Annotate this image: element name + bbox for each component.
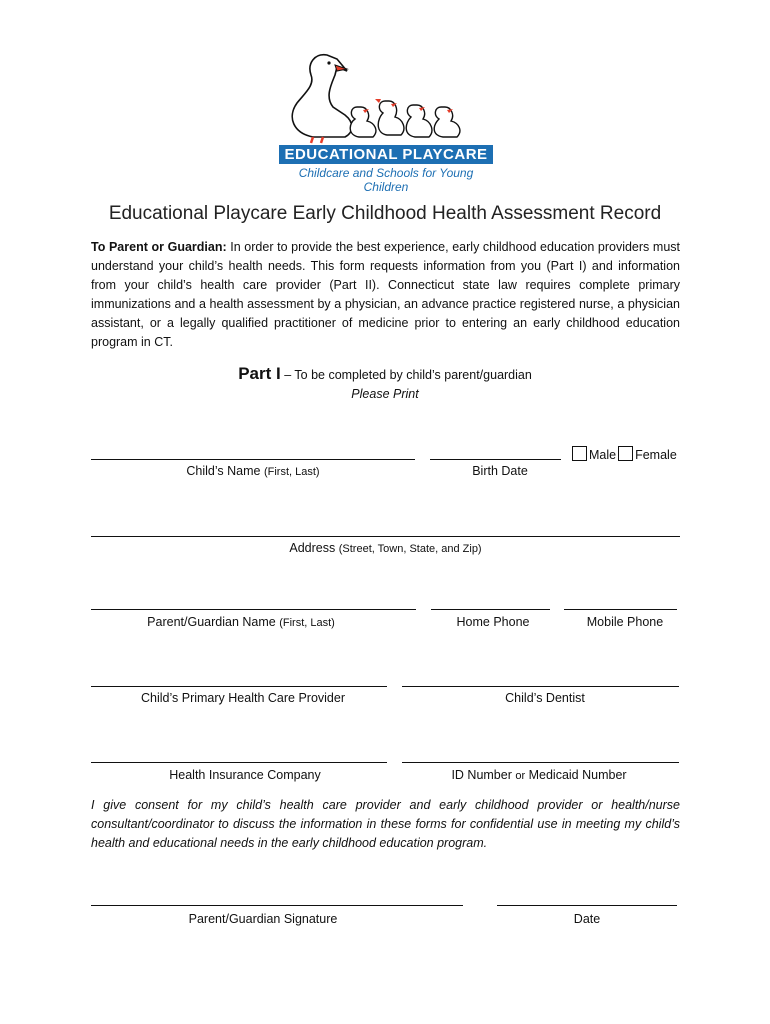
address-field[interactable] [91, 536, 680, 537]
id-number-label [402, 768, 676, 782]
male-label: Male [589, 448, 617, 462]
female-checkbox[interactable] [618, 446, 633, 461]
dentist-label: Child’s Dentist [505, 691, 585, 705]
parent-name-field[interactable] [91, 609, 416, 610]
date-label: Date [573, 912, 601, 926]
female-label: Female [635, 448, 677, 462]
parent-name-label-text: Parent/Guardian Name [147, 615, 276, 629]
address-label [91, 541, 680, 555]
insurance-label: Health Insurance Company [169, 768, 321, 782]
provider-field[interactable] [91, 686, 387, 687]
parent-name-hint: (First, Last) [279, 617, 335, 629]
signature-field[interactable] [91, 905, 463, 906]
medicaid-label-text: Medicaid Number [525, 768, 627, 782]
gender-options [572, 446, 677, 462]
insurance-field[interactable] [91, 762, 387, 763]
part-subtitle: – To be completed by child’s parent/guardian [280, 368, 532, 382]
logo-wordmark: EDUCATIONAL PLAYCARE [279, 145, 493, 164]
parent-name-label [91, 615, 391, 629]
date-field[interactable] [497, 905, 677, 906]
home-phone-field[interactable] [431, 609, 550, 610]
intro-text: In order to provide the best experience, early childhood education providers must understand your child’s health needs. This form requests information from you (Part I) and information from your child’s health care provider (Part II). Connecticut state law requires complete primary immunizations and a health assessment by a physician, an advance practice registered nurse, a physician assistant, or a legally qualified practitioner of medicine prior to entering an early childhood education program in CT. [91, 240, 681, 349]
male-checkbox[interactable] [572, 446, 587, 461]
child-name-label [91, 464, 415, 478]
mobile-phone-label: Mobile Phone [586, 615, 664, 629]
birth-date-label: Birth Date [472, 464, 528, 478]
logo [275, 45, 500, 194]
id-number-label-text: ID Number [451, 768, 516, 782]
signature-label: Parent/Guardian Signature [188, 912, 338, 926]
birth-date-field[interactable] [430, 459, 561, 460]
logo-tagline: Childcare and Schools for Young Children [298, 166, 474, 194]
consent-statement: I give consent for my child’s health care provider and early childhood provider or health/nurse consultant/coordinator to discuss the information in these forms for confidential use in meeting my child’s health and educational needs in the early childhood education program. [91, 798, 680, 850]
part-heading [0, 364, 770, 384]
child-name-hint: (First, Last) [263, 466, 320, 478]
intro-lead: To Parent or Guardian: [91, 240, 227, 254]
part-title: Part I [238, 364, 281, 383]
id-number-or: or [515, 770, 526, 782]
provider-label: Child’s Primary Health Care Provider [140, 691, 345, 705]
intro-paragraph [91, 238, 680, 352]
child-name-label-text: Child’s Name [186, 464, 261, 478]
address-label-text: Address [289, 541, 336, 555]
address-hint: (Street, Town, State, and Zip) [338, 543, 482, 555]
form-title: Educational Playcare Early Childhood Health Assessment Record [108, 203, 662, 224]
home-phone-label: Home Phone [456, 615, 530, 629]
mobile-phone-field[interactable] [564, 609, 677, 610]
geese-illustration [275, 45, 500, 145]
dentist-field[interactable] [402, 686, 679, 687]
id-number-field[interactable] [402, 762, 679, 763]
print-instruction: Please Print [351, 387, 419, 401]
child-name-field[interactable] [91, 459, 415, 460]
